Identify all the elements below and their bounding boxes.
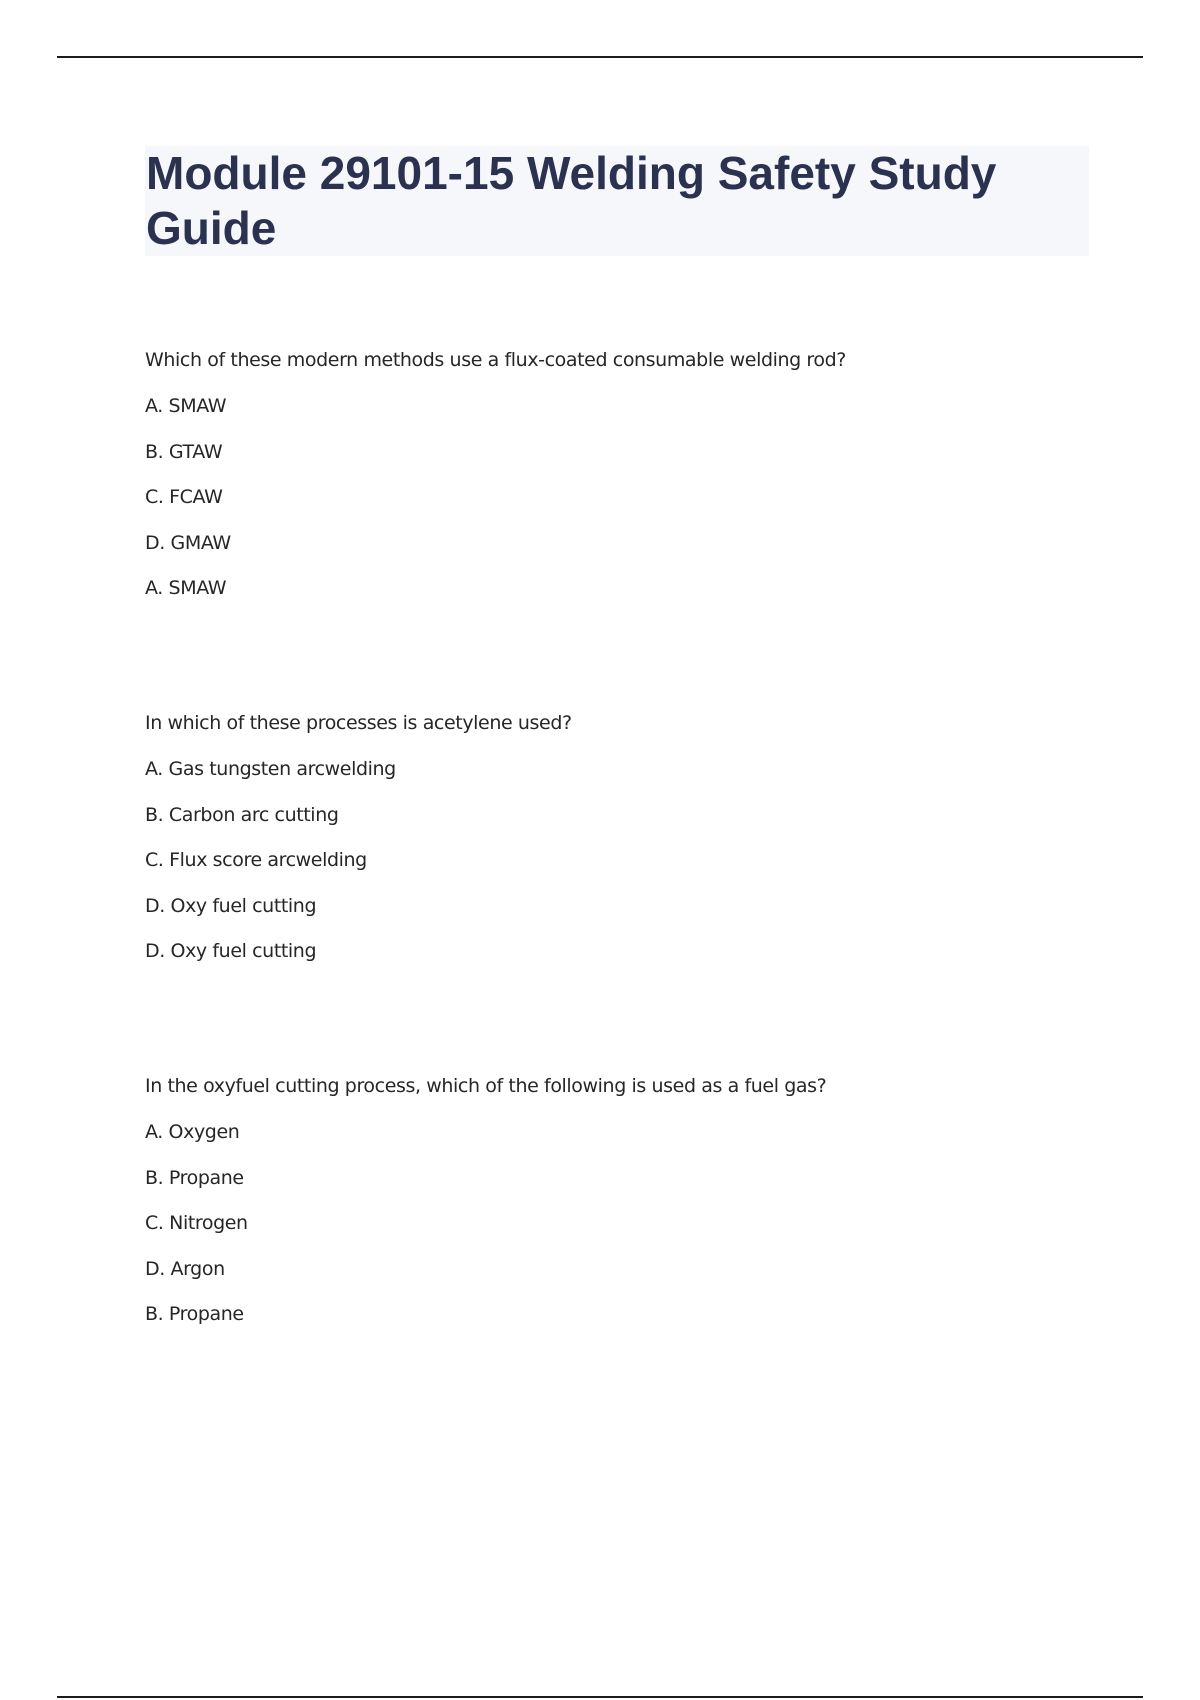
question-block-2: [145, 711, 1145, 985]
option-a: A. Oxygen: [145, 1121, 240, 1143]
option-c: C. Flux score arcwelding: [145, 849, 367, 871]
option-b: B. Propane: [145, 1166, 244, 1189]
answer: A. SMAW: [145, 577, 227, 599]
option-a: A. Gas tungsten arcwelding: [145, 758, 396, 780]
option-c: C. FCAW: [145, 486, 223, 508]
answer: B. Propane: [145, 1303, 244, 1325]
question-text: In the oxyfuel cutting process, which of the following is used as a fuel gas?: [145, 1075, 827, 1097]
option-a: A. SMAW: [145, 395, 227, 417]
question-block-3: [145, 1074, 1145, 1348]
bottom-rule: [57, 1696, 1143, 1698]
question-block-1: [145, 348, 1145, 622]
question-text: Which of these modern methods use a flux-coated consumable welding rod?: [145, 349, 846, 371]
option-b: B. GTAW: [145, 440, 223, 463]
option-d: D. GMAW: [145, 531, 231, 554]
option-d: D. Oxy fuel cutting: [145, 894, 317, 917]
answer: D. Oxy fuel cutting: [145, 940, 317, 962]
top-rule: [57, 56, 1143, 58]
page-title: Module 29101-15 Welding Safety Study Guide: [146, 147, 997, 254]
option-c: C. Nitrogen: [145, 1212, 248, 1234]
option-b: B. Carbon arc cutting: [145, 803, 339, 826]
option-d: D. Argon: [145, 1257, 225, 1280]
question-text: In which of these processes is acetylene used?: [145, 712, 572, 734]
